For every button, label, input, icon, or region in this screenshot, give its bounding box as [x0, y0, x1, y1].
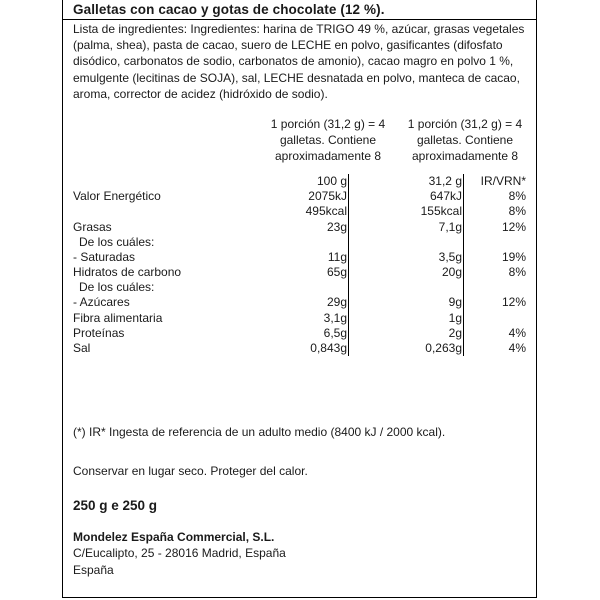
row-value-portion: 1g [448, 311, 462, 325]
ingredients-list: Lista de ingredientes: Ingredientes: harina de TRIGO 49 %, azúcar, grasas vegetales (palma, shea), pasta de cacao, suero de LECHE en polvo, gasificantes (difosfato disódico, carbonatos de sodio, carbonatos de amonio), cacao magro en polvo 1 %, emulgente (lecitinas de SOJA), sal, LECHE desnatada en polvo, manteca de cacao, aroma, corrector de acidez (hidróxido de sodio). [73, 22, 525, 101]
column-100g: 100 g [316, 174, 347, 188]
column-portion: 31,2 g [428, 174, 462, 188]
row-value-100g: 29g [326, 295, 347, 309]
row-value-vrn: 4% [508, 341, 526, 355]
company-name: Mondelez España Commercial, S.L. [73, 530, 275, 544]
row-value-portion: 3,5g [438, 250, 462, 264]
product-title: Galletas con cacao y gotas de chocolate (12 %). [73, 2, 385, 17]
row-value-100g: 11g [327, 250, 347, 264]
row-value-vrn: 8% [508, 189, 526, 203]
storage-instructions: Conservar en lugar seco. Proteger del calor. [73, 464, 308, 478]
table-divider [463, 174, 464, 356]
row-value-100g: 65g [326, 265, 347, 279]
table-divider [348, 174, 349, 356]
nutrition-row [0, 189, 600, 204]
column-ir-vrn: IR/VRN* [480, 174, 526, 188]
row-value-100g: 23g [326, 220, 347, 234]
row-label: Grasas [73, 220, 112, 234]
row-label: De los cuáles: [79, 280, 155, 294]
nutrition-row [0, 235, 600, 250]
nutrition-row [0, 311, 600, 326]
portion-header-1: 1 porción (31,2 g) = 4 galletas. Contiene aproximadamente 8 [270, 117, 386, 164]
row-value-100g: 2075kJ [308, 189, 347, 203]
row-value-portion: 2g [448, 326, 462, 340]
row-value-vrn: 4% [508, 326, 526, 340]
nutrition-row [0, 295, 600, 310]
row-label: - Azúcares [73, 295, 130, 309]
row-value-100g: 0,843g [310, 341, 347, 355]
row-value-vrn: 8% [508, 265, 526, 279]
nutrition-row [0, 326, 600, 341]
company-address: C/Eucalipto, 25 - 28016 Madrid, España [73, 546, 286, 560]
row-value-portion: 7,1g [438, 220, 462, 234]
row-value-vrn: 19% [501, 250, 526, 264]
row-value-vrn: 12% [501, 295, 526, 309]
row-label: Proteínas [73, 326, 125, 340]
row-value-vrn: 12% [501, 220, 526, 234]
title-divider [62, 19, 537, 20]
nutrition-row [0, 280, 600, 295]
row-value-100g: 3,1g [323, 311, 347, 325]
row-value-vrn: 8% [508, 204, 526, 218]
row-value-portion: 20g [441, 265, 462, 279]
row-label: Sal [73, 341, 91, 355]
row-value-portion: 647kJ [429, 189, 462, 203]
nutrition-row [0, 250, 600, 265]
nutrition-row [0, 220, 600, 235]
row-value-portion: 0,263g [425, 341, 462, 355]
row-label: Fibra alimentaria [73, 311, 163, 325]
nutrition-row [0, 341, 600, 356]
nutrition-row [0, 265, 600, 280]
row-label: De los cuáles: [79, 235, 155, 249]
row-value-100g: 495kcal [305, 204, 347, 218]
row-label: Valor Energético [73, 189, 161, 203]
row-label: - Saturadas [73, 250, 136, 264]
row-value-portion: 155kcal [420, 204, 462, 218]
company-country: España [73, 563, 114, 577]
row-value-portion: 9g [448, 295, 462, 309]
net-weight: 250 g e 250 g [73, 498, 158, 513]
row-label: Hidratos de carbono [73, 265, 182, 279]
reference-intake-footnote: (*) IR* Ingesta de referencia de un adulto medio (8400 kJ / 2000 kcal). [73, 425, 446, 439]
nutrition-row [0, 204, 600, 219]
nutrition-column-headers [0, 174, 600, 189]
portion-header-2: 1 porción (31,2 g) = 4 galletas. Contiene aproximadamente 8 [407, 117, 523, 164]
row-value-100g: 6,5g [323, 326, 347, 340]
